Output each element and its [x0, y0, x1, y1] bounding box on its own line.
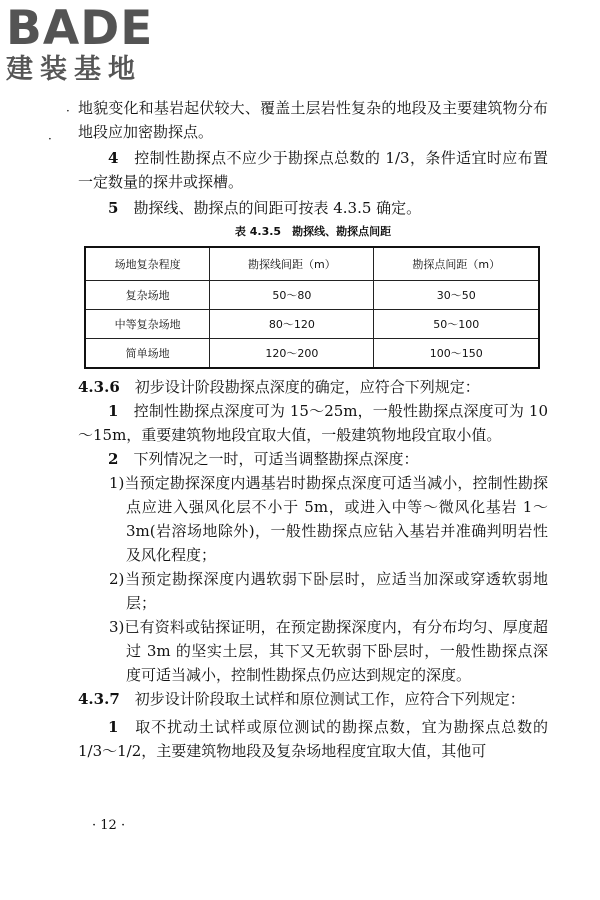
item-text: 下列情况之一时，可适当调整勘探点深度： — [133, 450, 419, 468]
logo — [6, 1, 176, 86]
section-number: 4.3.7 — [78, 690, 120, 708]
page-number: · 12 · — [92, 818, 126, 833]
table-caption: 表 4.3.5 勘探线、勘探点间距 — [234, 225, 392, 238]
table-cell: 简单场地 — [85, 339, 210, 369]
item-number: 1 — [108, 402, 119, 420]
logo-brand: BADE — [6, 1, 154, 56]
table-cell: 50～100 — [374, 310, 539, 339]
paragraph-continued: 地貌变化和基岩起伏较大、覆盖土层岩性复杂的地段及主要建筑物分布地段应加密勘探点。 — [78, 99, 548, 141]
table-cell: 120～200 — [210, 339, 374, 369]
table-cell: 50～80 — [210, 281, 374, 310]
spacing-table — [84, 246, 540, 369]
table-header-cell: 勘探点间距（m） — [374, 247, 539, 281]
section-4-3-6 — [78, 375, 548, 399]
table-cell: 复杂场地 — [85, 281, 210, 310]
sub-item-3: 3)已有资料或钻探证明，在预定勘探深度内，有分布均匀、厚度超过 3m 的坚实土层，其下又无软弱下卧层时，一般性勘探点深度可适当减小，控制性勘探点仍应达到规定的深度。 — [109, 618, 548, 684]
logo-subtitle: 建装基地 — [6, 54, 142, 85]
page-body — [78, 96, 548, 763]
item-text: 控制性勘探点不应少于勘探点总数的 1/3，条件适宜时应布置一定数量的探井或探槽。 — [78, 149, 548, 191]
table-header-row — [85, 247, 539, 281]
item-number: 1 — [108, 718, 119, 736]
sub-item-1: 1)当预定勘探深度内遇基岩时勘探点深度可适当减小，控制性勘探点应进入强风化层不小于 5m，或进入中等～微风化基岩 1～3m(岩溶场地除外)，一般性勘探点应钻入基岩并准确判明岩性及风化程度； — [109, 474, 548, 564]
table-cell: 80～120 — [210, 310, 374, 339]
clause-4-3-7-1 — [78, 715, 548, 763]
sub-item-2: 2)当预定勘探深度内遇软弱下卧层时，应适当加深或穿透软弱地层； — [109, 570, 548, 612]
margin-mark: · — [66, 104, 70, 118]
item-text: 控制性勘探点深度可为 15～25m，一般性勘探点深度可为 10～15m，重要建筑物地段宜取大值，一般建筑物地段宜取小值。 — [78, 402, 548, 444]
table-row — [85, 310, 539, 339]
table-cell: 100～150 — [374, 339, 539, 369]
section-4-3-7 — [78, 687, 548, 711]
item-number: 4 — [108, 149, 119, 167]
table-row — [85, 339, 539, 369]
table-cell: 中等复杂场地 — [85, 310, 210, 339]
item-number: 5 — [108, 199, 119, 217]
item-number: 2 — [108, 450, 119, 468]
item-text: 取不扰动土试样或原位测试的勘探点数，宜为勘探点总数的 1/3～1/2，主要建筑物地段及复杂场地程度宜取大值，其他可 — [78, 718, 548, 760]
table-cell: 30～50 — [374, 281, 539, 310]
section-text: 初步设计阶段勘探点深度的确定，应符合下列规定： — [134, 378, 480, 396]
paragraph-item-4 — [78, 146, 548, 194]
section-number: 4.3.6 — [78, 378, 120, 396]
table-header-cell: 勘探线间距（m） — [210, 247, 374, 281]
clause-4-3-6-1 — [78, 399, 548, 447]
table-header-cell: 场地复杂程度 — [85, 247, 210, 281]
paragraph-item-5 — [78, 196, 548, 220]
clause-4-3-6-2 — [78, 447, 548, 471]
section-text: 初步设计阶段取土试样和原位测试工作，应符合下列规定： — [134, 690, 525, 708]
table-row — [85, 281, 539, 310]
margin-mark: · — [48, 132, 52, 146]
item-text: 勘探线、勘探点的间距可按表 4.3.5 确定。 — [133, 199, 422, 217]
